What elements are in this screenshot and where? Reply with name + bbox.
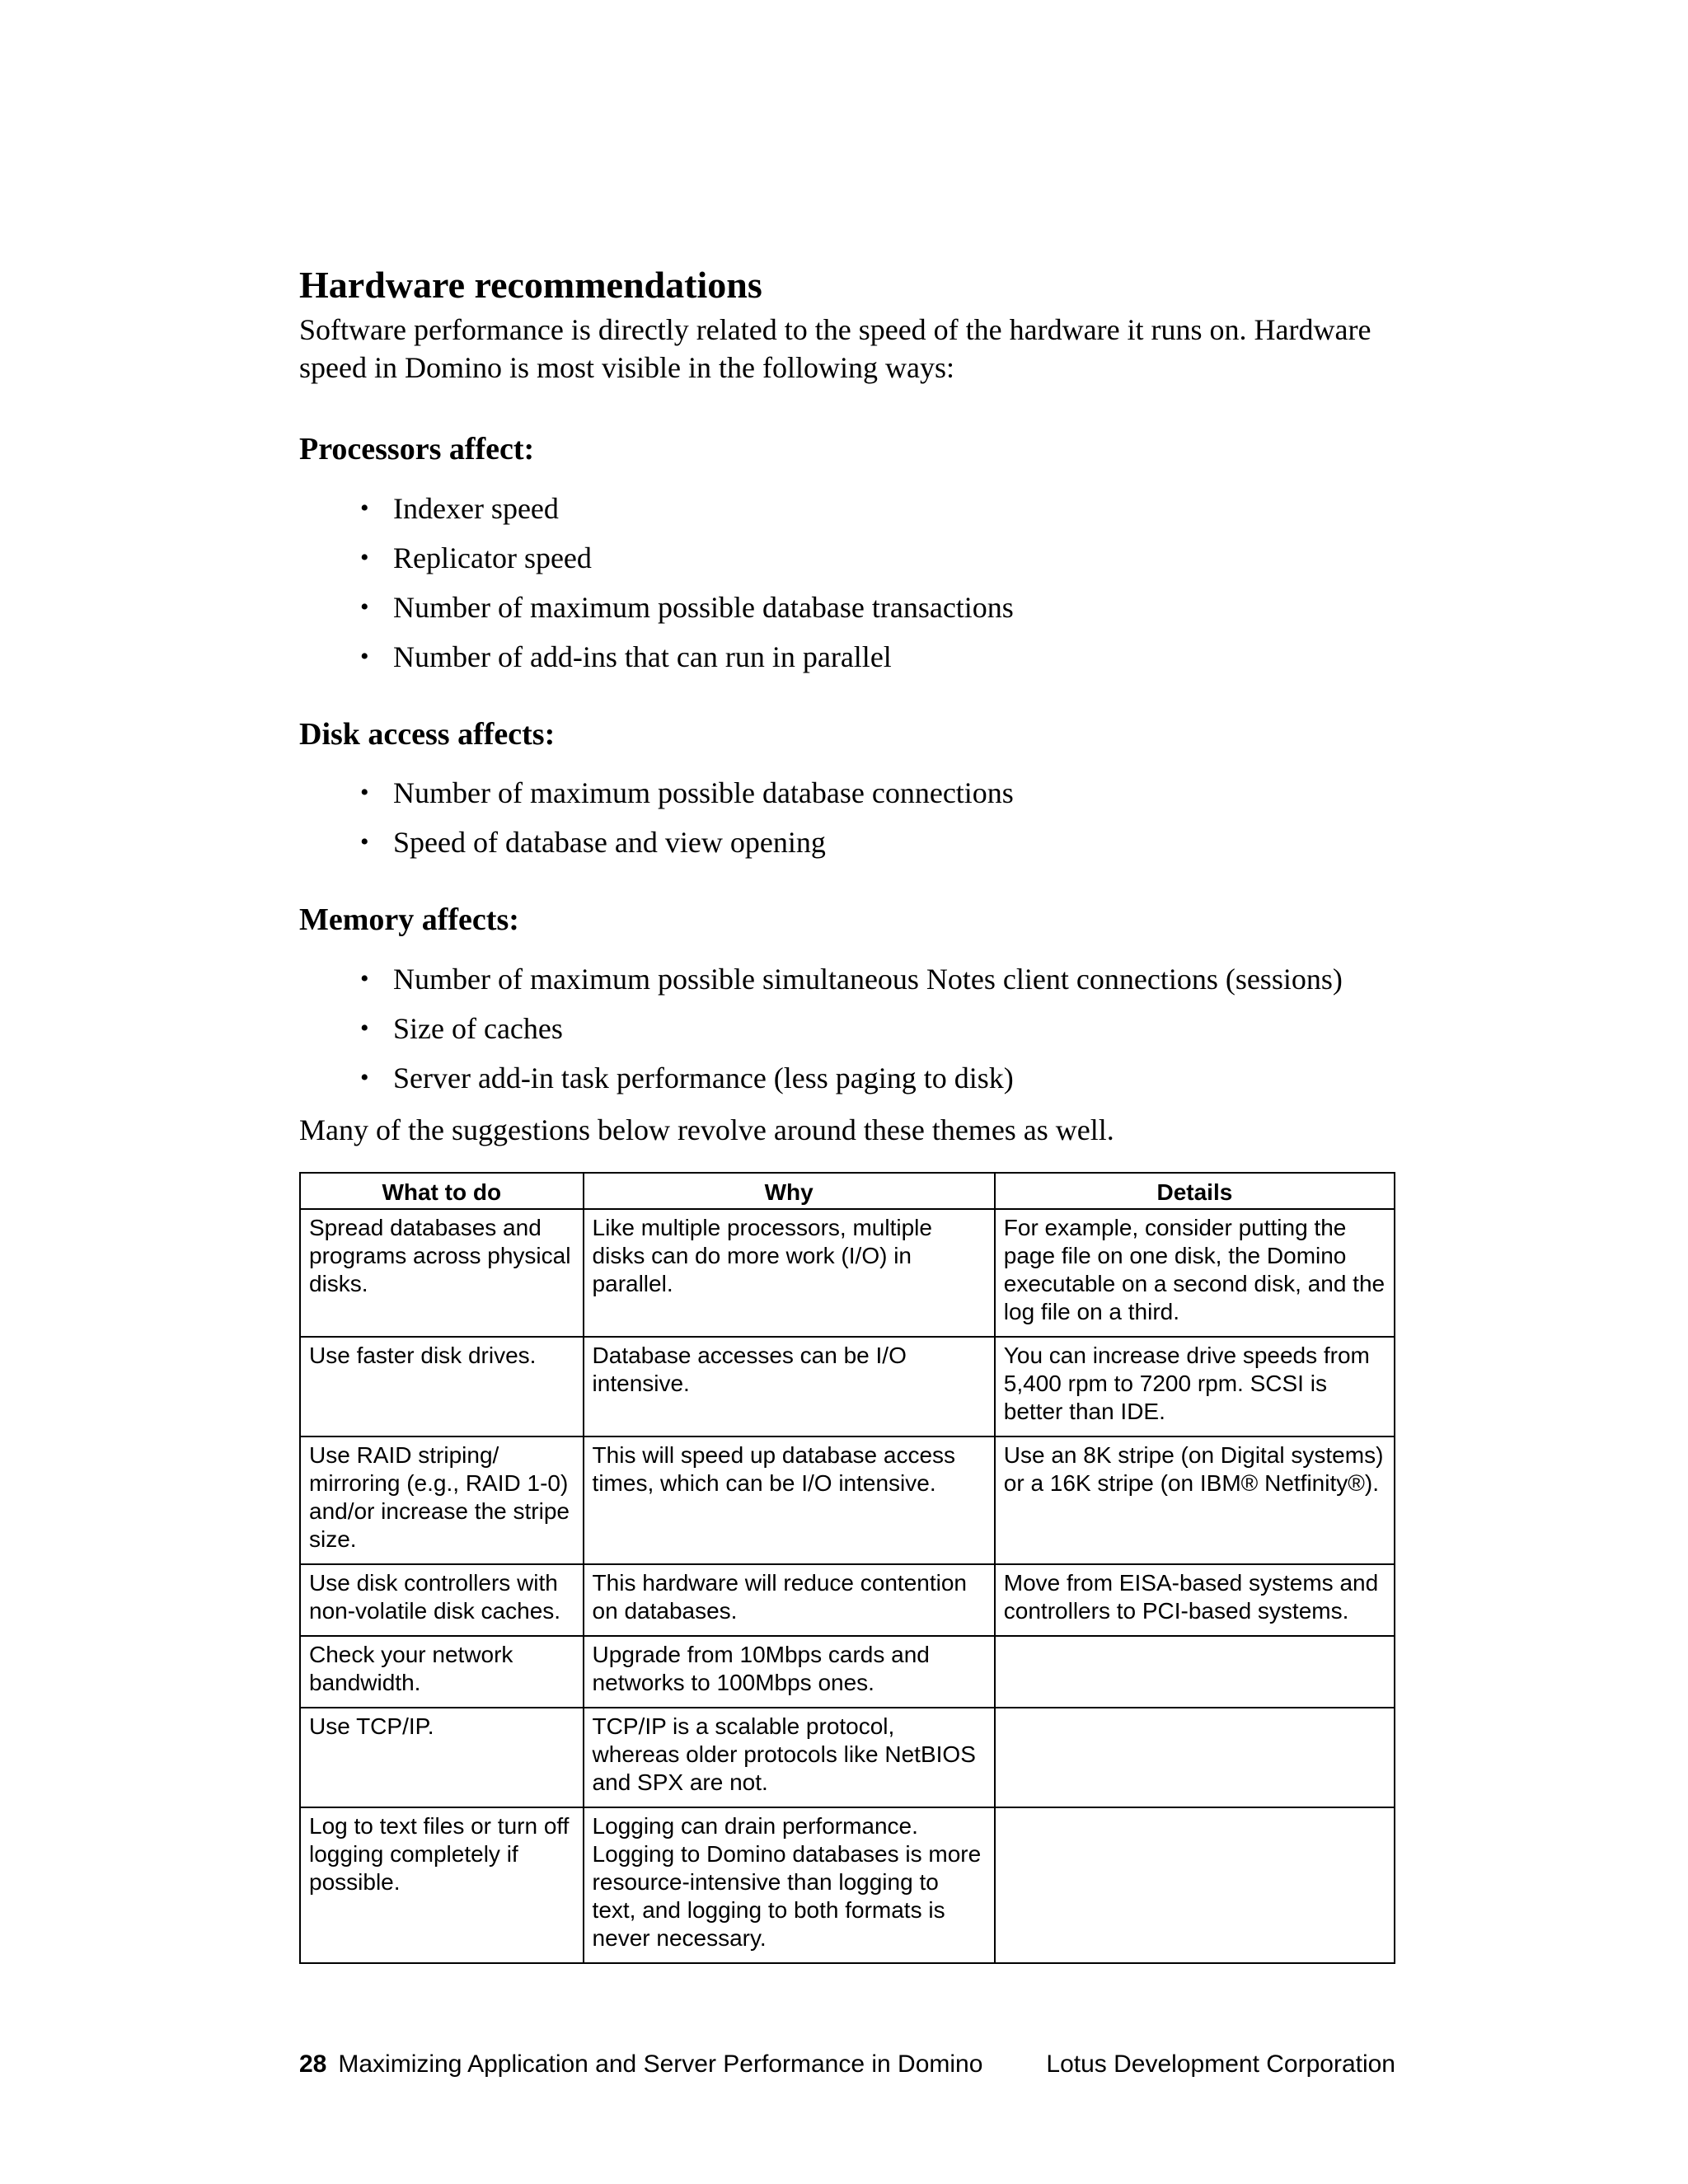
table-cell bbox=[995, 1708, 1395, 1807]
column-header-what: What to do bbox=[300, 1173, 584, 1209]
bullet-icon: • bbox=[360, 543, 369, 571]
table-cell: Like multiple processors, multiple disks can do more work (I/O) in parallel. bbox=[584, 1209, 995, 1337]
bullet-icon: • bbox=[360, 779, 369, 807]
bullet-icon: • bbox=[360, 494, 369, 522]
table-cell: Database accesses can be I/O intensive. bbox=[584, 1337, 995, 1436]
recommendations-table bbox=[299, 1172, 1395, 1964]
bullet-icon: • bbox=[360, 1063, 369, 1091]
bullet-icon: • bbox=[360, 642, 369, 670]
bullet-icon: • bbox=[360, 593, 369, 621]
list-item: • Number of maximum possible database connections bbox=[360, 768, 1395, 818]
column-header-why: Why bbox=[584, 1173, 995, 1209]
bullet-icon: • bbox=[360, 1014, 369, 1042]
table-cell: For example, consider putting the page file on one disk, the Domino executable on a second disk, and the log file on a third. bbox=[995, 1209, 1395, 1337]
book-title: Maximizing Application and Server Performance in Domino bbox=[338, 2050, 983, 2078]
processors-list bbox=[299, 484, 1395, 682]
section-heading-processors: Processors affect: bbox=[299, 432, 535, 467]
table-cell bbox=[995, 1636, 1395, 1708]
table-cell: Upgrade from 10Mbps cards and networks to 100Mbps ones. bbox=[584, 1636, 995, 1708]
column-header-details: Details bbox=[995, 1173, 1395, 1209]
list-item: • Number of maximum possible database transactions bbox=[360, 583, 1395, 632]
closing-paragraph: Many of the suggestions below revolve around these themes as well. bbox=[299, 1113, 1114, 1146]
list-item: • Replicator speed bbox=[360, 533, 1395, 583]
page-number: 28 bbox=[299, 2050, 327, 2078]
table-cell: This hardware will reduce contention on databases. bbox=[584, 1564, 995, 1636]
publisher: Lotus Development Corporation bbox=[1046, 2050, 1395, 2078]
table-row bbox=[300, 1436, 1395, 1564]
table-cell: Use TCP/IP. bbox=[300, 1708, 584, 1807]
list-item: • Server add-in task performance (less paging to disk) bbox=[360, 1053, 1395, 1103]
list-item: • Speed of database and view opening bbox=[360, 818, 1395, 867]
section-heading-memory: Memory affects: bbox=[299, 902, 519, 938]
list-item: • Number of add-ins that can run in parallel bbox=[360, 632, 1395, 682]
table-cell: Check your network bandwidth. bbox=[300, 1636, 584, 1708]
table-row bbox=[300, 1807, 1395, 1963]
table-cell bbox=[995, 1807, 1395, 1963]
memory-list bbox=[299, 954, 1395, 1103]
table-cell: Use an 8K stripe (on Digital systems) or a 16K stripe (on IBM® Netfinity®). bbox=[995, 1436, 1395, 1564]
section-heading-disk-access: Disk access affects: bbox=[299, 716, 556, 752]
table-row bbox=[300, 1564, 1395, 1636]
table-header-row bbox=[300, 1173, 1395, 1209]
bullet-icon: • bbox=[360, 828, 369, 856]
table-row bbox=[300, 1209, 1395, 1337]
page-content bbox=[299, 262, 1395, 1964]
table-cell: Log to text files or turn off logging completely if possible. bbox=[300, 1807, 584, 1963]
footer-left bbox=[299, 2050, 982, 2079]
table-row bbox=[300, 1708, 1395, 1807]
page-footer bbox=[299, 2050, 1395, 2079]
page-heading: Hardware recommendations bbox=[299, 264, 762, 306]
table-cell: You can increase drive speeds from 5,400 rpm to 7200 rpm. SCSI is better than IDE. bbox=[995, 1337, 1395, 1436]
disk-access-list bbox=[299, 768, 1395, 867]
table-cell: Use disk controllers with non-volatile disk caches. bbox=[300, 1564, 584, 1636]
table-cell: This will speed up database access times, which can be I/O intensive. bbox=[584, 1436, 995, 1564]
list-item: • Number of maximum possible simultaneous Notes client connections (sessions) bbox=[360, 954, 1395, 1004]
table-cell: Use RAID striping/ mirroring (e.g., RAID 1-0) and/or increase the stripe size. bbox=[300, 1436, 584, 1564]
table-cell: Use faster disk drives. bbox=[300, 1337, 584, 1436]
table-cell: Logging can drain performance. Logging to Domino databases is more resource-intensive than logging to text, and logging to both formats is never necessary. bbox=[584, 1807, 995, 1963]
list-item: • Indexer speed bbox=[360, 484, 1395, 533]
table-row bbox=[300, 1337, 1395, 1436]
table-cell: Move from EISA-based systems and controllers to PCI-based systems. bbox=[995, 1564, 1395, 1636]
table-cell: Spread databases and programs across physical disks. bbox=[300, 1209, 584, 1337]
intro-paragraph: Software performance is directly related to the speed of the hardware it runs on. Hardware speed in Domino is most visible in the following ways: bbox=[299, 313, 1372, 385]
bullet-icon: • bbox=[360, 964, 369, 992]
table-cell: TCP/IP is a scalable protocol, whereas older protocols like NetBIOS and SPX are not. bbox=[584, 1708, 995, 1807]
table-row bbox=[300, 1636, 1395, 1708]
list-item: • Size of caches bbox=[360, 1004, 1395, 1053]
